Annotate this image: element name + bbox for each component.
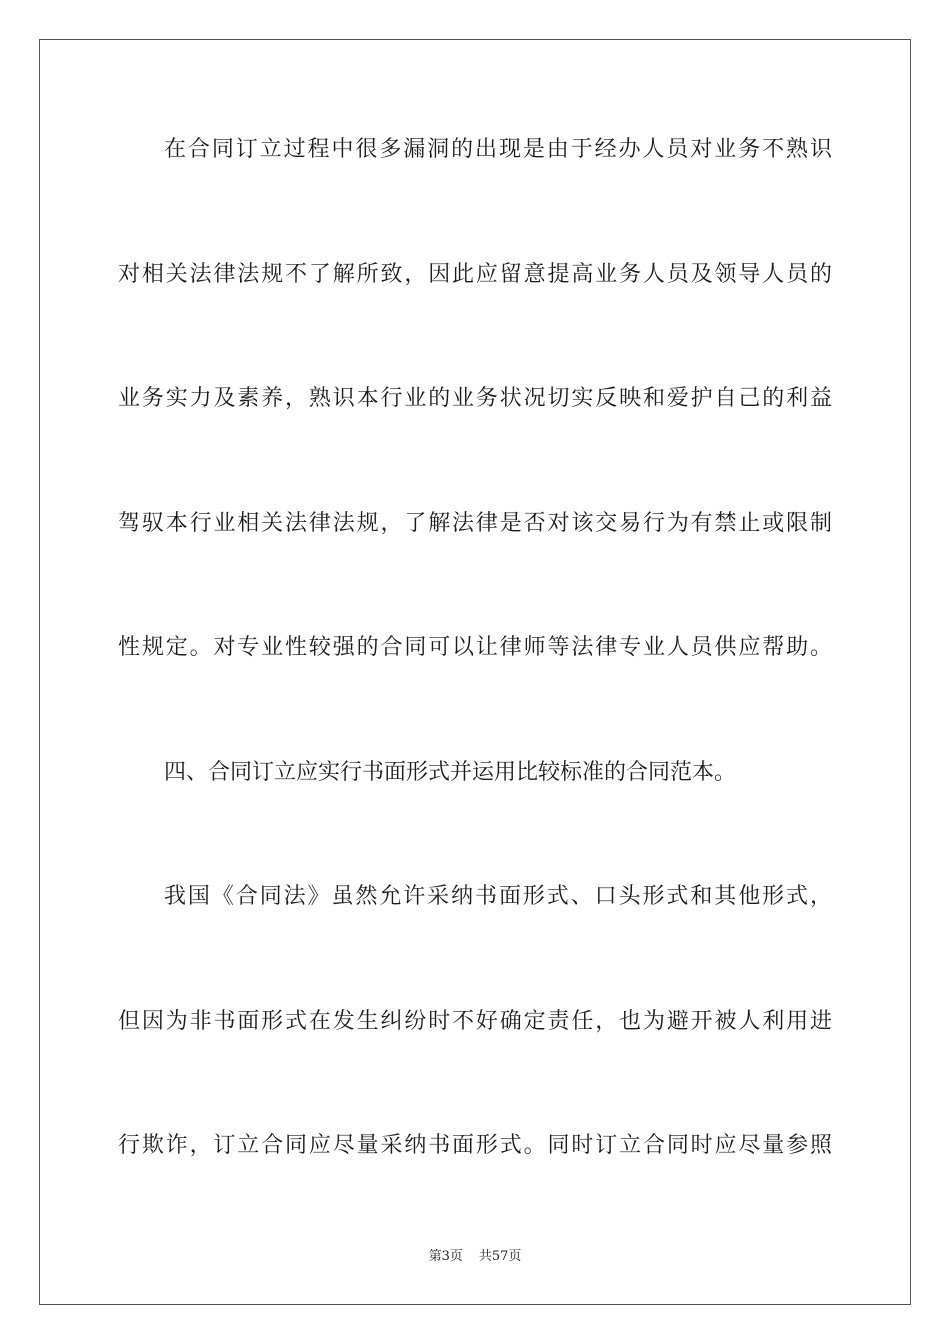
- page-total: 共57页: [478, 1249, 522, 1264]
- paragraph-line: 行欺诈，订立合同应尽量采纳书面形式。同时订立合同时应尽量参照: [118, 1133, 832, 1158]
- page-number: 第3页: [428, 1249, 463, 1264]
- section-heading: 四、合同订立应实行书面形式并运用比较标准的合同范本。: [164, 760, 737, 785]
- paragraph-line: 对相关法律法规不了解所致，因此应留意提高业务人员及领导人员的: [118, 262, 832, 287]
- paragraph-line: 业务实力及素养，熟识本行业的业务状况切实反映和爱护自己的利益: [118, 386, 832, 411]
- page-footer: [0, 1249, 950, 1265]
- page-border: [39, 39, 911, 1305]
- paragraph-line: 但因为非书面形式在发生纠纷时不好确定责任，也为避开被人利用进: [118, 1009, 832, 1034]
- paragraph-line: 性规定。对专业性较强的合同可以让律师等法律专业人员供应帮助。: [118, 635, 832, 660]
- paragraph-line: 驾驭本行业相关法律法规，了解法律是否对该交易行为有禁止或限制: [118, 511, 832, 536]
- paragraph-line: 我国《合同法》虽然允许采纳书面形式、口头形式和其他形式，: [164, 884, 832, 909]
- paragraph-line: 在合同订立过程中很多漏洞的出现是由于经办人员对业务不熟识: [164, 137, 832, 162]
